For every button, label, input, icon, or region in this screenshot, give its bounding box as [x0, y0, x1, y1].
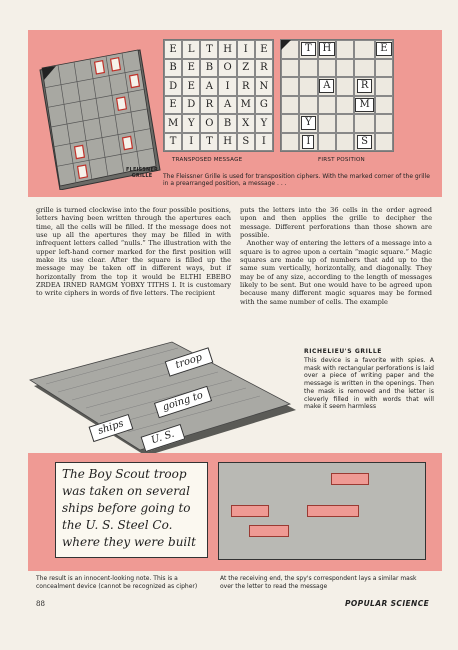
grille-aperture	[78, 165, 88, 178]
blank-cell	[281, 133, 299, 152]
transposed-cell: O	[200, 114, 218, 133]
transposed-cell: N	[255, 77, 273, 96]
transposed-cell: S	[237, 133, 255, 152]
blank-cell	[336, 77, 354, 96]
transposed-cell: E	[164, 96, 182, 115]
richelieu-title: RICHELIEU'S GRILLE	[304, 348, 382, 355]
aperture-letter: S	[357, 135, 372, 149]
aperture-letter: Y	[301, 116, 316, 130]
note-line-3: ships before going to	[62, 501, 191, 515]
mask-opening-2	[231, 505, 269, 517]
transposed-cell: B	[164, 59, 182, 78]
aperture-letter: T	[301, 42, 316, 56]
transposed-cell: E	[182, 77, 200, 96]
blank-cell	[375, 77, 393, 96]
column-2-text: puts the letters into the 36 cells in the order agreed upon and then applies the grille to decipher the message. Different perforations than those shown are possible. Another way of entering the letters of a message into a square is to agree upon a certain “magic square.” Magic squares are made up of numbers that add up to the same sum vertically, horizontally, and diagonally. They may be of any size, according to the length of messages likely to be sent. But one would have to be agreed upon because many different magic squares may be formed with the same number of cells. The example	[240, 206, 432, 306]
transposed-cell: Y	[255, 114, 273, 133]
receiving-mask	[218, 462, 426, 560]
blank-cell	[336, 133, 354, 152]
blank-cell	[354, 59, 374, 78]
blank-cell	[318, 59, 337, 78]
transposed-cell: X	[237, 114, 255, 133]
blank-cell	[354, 114, 374, 133]
first-position-label: FIRST POSITION	[318, 157, 365, 163]
note-line-2: was taken on several	[62, 484, 190, 498]
aperture-cell	[318, 40, 337, 59]
blank-cell	[336, 96, 354, 115]
transposed-cell: T	[164, 133, 182, 152]
blank-cell	[281, 77, 299, 96]
transposed-cell: O	[218, 59, 236, 78]
aperture-letter: R	[357, 79, 373, 93]
aperture-letter: I	[302, 135, 314, 149]
blank-cell	[281, 59, 299, 78]
transposed-cell: E	[164, 40, 182, 59]
transposed-cell: T	[200, 40, 218, 59]
grille-aperture	[95, 61, 105, 74]
transposed-message-label: TRANSPOSED MESSAGE	[172, 157, 243, 163]
transposed-cell: I	[237, 40, 255, 59]
blank-cell	[299, 59, 317, 78]
fleissner-label: FLEISSNER GRILLE	[126, 167, 159, 179]
aperture-letter: A	[319, 79, 334, 93]
blank-cell	[299, 77, 317, 96]
magazine-name: POPULAR SCIENCE	[345, 599, 430, 608]
blank-cell	[318, 114, 337, 133]
aperture-cell	[354, 96, 374, 115]
aperture-cell	[375, 40, 393, 59]
transposed-cell: Z	[237, 59, 255, 78]
mask-opening-1	[331, 473, 369, 485]
tag-going-to: going to	[154, 386, 212, 419]
grille-aperture	[123, 136, 133, 149]
tag-us: U. S.	[141, 424, 186, 452]
bottom-caption-left: The result is an innocent-looking note. This is a concealment device (cannot be recognized as cipher)	[36, 575, 198, 590]
grille-aperture	[111, 58, 121, 71]
aperture-cell	[354, 77, 374, 96]
blank-cell	[281, 96, 299, 115]
transposed-cell: R	[237, 77, 255, 96]
blank-cell	[375, 114, 393, 133]
note-line-1: The Boy Scout troop	[62, 467, 187, 481]
page-number: 88	[36, 600, 45, 608]
column-1-text: grille is turned clockwise into the four possible positions, letters having been written through the apertures each time, all the cells will be filled. If the message does not use up all the apertures they may be filled in with infrequent letters called “nulls.” The illustration with the upper left-hand corner marked for the first position will make its use clear. After the square is filled up the message may be taken off in different ways, but if horizontally from the top it would be ELTHI EBEBO ZRDEA IRNED RAMGM YOBXY TITHS I. It is customary to write ciphers in words of five letters. The recipient	[36, 206, 231, 298]
blank-cell	[336, 40, 354, 59]
aperture-cell	[299, 133, 317, 152]
blank-cell	[318, 96, 337, 115]
mask-opening-4	[249, 525, 289, 537]
blank-cell	[375, 59, 393, 78]
note-line-4: the U. S. Steel Co.	[62, 518, 173, 532]
transposed-cell: H	[218, 40, 236, 59]
innocent-note	[55, 462, 208, 558]
aperture-letter: M	[355, 98, 373, 112]
transposed-message-grid	[163, 39, 274, 152]
mask-opening-3	[307, 505, 359, 517]
transposed-cell: T	[200, 133, 218, 152]
bottom-caption-right: At the receiving end, the spy's correspondent lays a similar mask over the letter to read the message	[220, 575, 417, 590]
blank-cell	[281, 114, 299, 133]
transposed-cell: D	[164, 77, 182, 96]
transposed-cell: B	[218, 114, 236, 133]
aperture-cell	[318, 77, 337, 96]
grille-aperture	[117, 97, 127, 110]
blank-cell	[354, 40, 374, 59]
first-position-grid	[280, 39, 394, 152]
transposed-cell: L	[182, 40, 200, 59]
transposed-cell: D	[182, 96, 200, 115]
top-caption: The Fleissner Grille is used for transposition ciphers. With the marked corner of the grille in a prearranged position, a message . . .	[163, 173, 430, 188]
tag-troop: troop	[165, 347, 214, 376]
transposed-cell: Y	[182, 114, 200, 133]
aperture-letter: E	[376, 42, 391, 56]
transposed-cell: M	[237, 96, 255, 115]
grille-aperture	[75, 145, 85, 158]
grille-aperture	[130, 74, 140, 87]
transposed-cell: G	[255, 96, 273, 115]
transposed-cell: R	[255, 59, 273, 78]
blank-cell	[299, 96, 317, 115]
transposed-cell: B	[200, 59, 218, 78]
transposed-cell: E	[182, 59, 200, 78]
aperture-cell	[299, 114, 317, 133]
blank-cell	[375, 133, 393, 152]
aperture-cell	[354, 133, 374, 152]
blank-cell	[318, 133, 337, 152]
transposed-cell: A	[218, 96, 236, 115]
tag-ships: ships	[89, 414, 134, 442]
aperture-cell	[299, 40, 317, 59]
transposed-cell: I	[218, 77, 236, 96]
transposed-cell: M	[164, 114, 182, 133]
aperture-letter: H	[319, 42, 336, 56]
transposed-cell: H	[218, 133, 236, 152]
transposed-cell: I	[255, 133, 273, 152]
transposed-cell: R	[200, 96, 218, 115]
blank-cell	[336, 59, 354, 78]
blank-cell	[336, 114, 354, 133]
corner-marker	[281, 40, 291, 50]
richelieu-text: This device is a favorite with spies. A mask with rectangular perforations is laid over a piece of writing paper and the message is written in the openings. Then the mask is removed and the letter is cleverly filled in with words that will make it seem harmless	[304, 357, 434, 411]
transposed-cell: I	[182, 133, 200, 152]
note-line-5: where they were built	[62, 535, 196, 549]
transposed-cell: E	[255, 40, 273, 59]
blank-cell	[375, 96, 393, 115]
transposed-cell: A	[200, 77, 218, 96]
